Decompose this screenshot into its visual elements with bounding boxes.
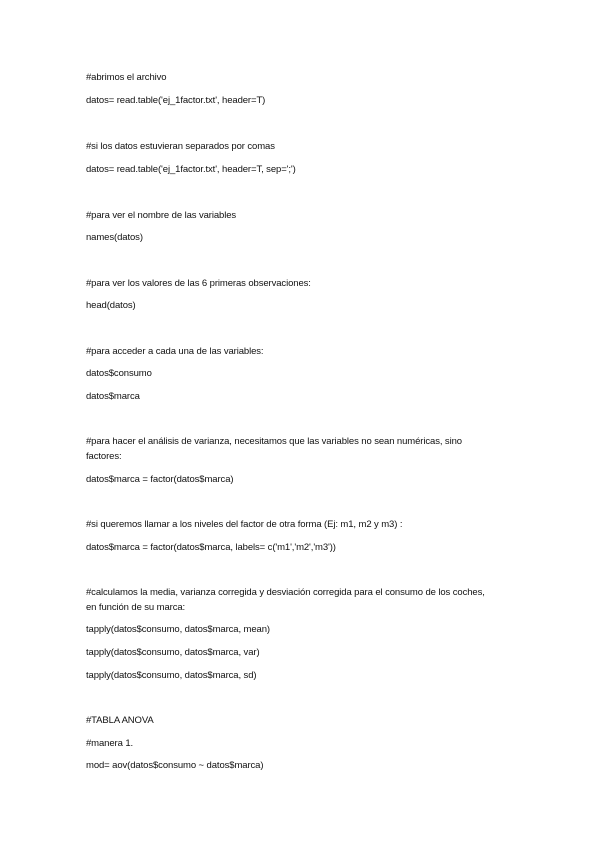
- comment-open-file: #abrimos el archivo: [86, 72, 167, 83]
- code-aov: mod= aov(datos$consumo ~ datos$marca): [86, 760, 264, 771]
- comment-anova-table: #TABLA ANOVA: [86, 715, 154, 726]
- code-names: names(datos): [86, 232, 143, 243]
- comment-summary-stats: #calculamos la media, varianza corregida y desviación corregida para el consumo de los coches, en función de su marca:: [86, 587, 485, 613]
- code-tapply-mean: tapply(datos$consumo, datos$marca, mean): [86, 624, 270, 635]
- comment-anova-factors: #para hacer el análisis de varianza, necesitamos que las variables no sean numéricas, sino factores:: [86, 436, 462, 462]
- code-tapply-var: tapply(datos$consumo, datos$marca, var): [86, 647, 260, 658]
- code-tapply-sd: tapply(datos$consumo, datos$marca, sd): [86, 670, 257, 681]
- code-read-table: datos= read.table('ej_1factor.txt', header=T): [86, 95, 266, 106]
- comment-factor-levels: #si queremos llamar a los niveles del factor de otra forma (Ej: m1, m2 y m3) :: [86, 519, 403, 530]
- code-marca: datos$marca: [86, 391, 140, 402]
- comment-first-observations: #para ver los valores de las 6 primeras observaciones:: [86, 278, 311, 289]
- code-factor: datos$marca = factor(datos$marca): [86, 474, 234, 485]
- comment-method-1: #manera 1.: [86, 738, 134, 749]
- code-consumo: datos$consumo: [86, 368, 152, 379]
- code-factor-labels: datos$marca = factor(datos$marca, labels= c('m1','m2','m3')): [86, 542, 336, 553]
- comment-access-variables: #para acceder a cada una de las variables:: [86, 346, 264, 357]
- comment-variable-names: #para ver el nombre de las variables: [86, 210, 237, 221]
- code-head: head(datos): [86, 300, 136, 311]
- comment-comma-separated: #si los datos estuvieran separados por comas: [86, 141, 275, 152]
- code-read-table-sep: datos= read.table('ej_1factor.txt', header=T, sep=';'): [86, 164, 296, 175]
